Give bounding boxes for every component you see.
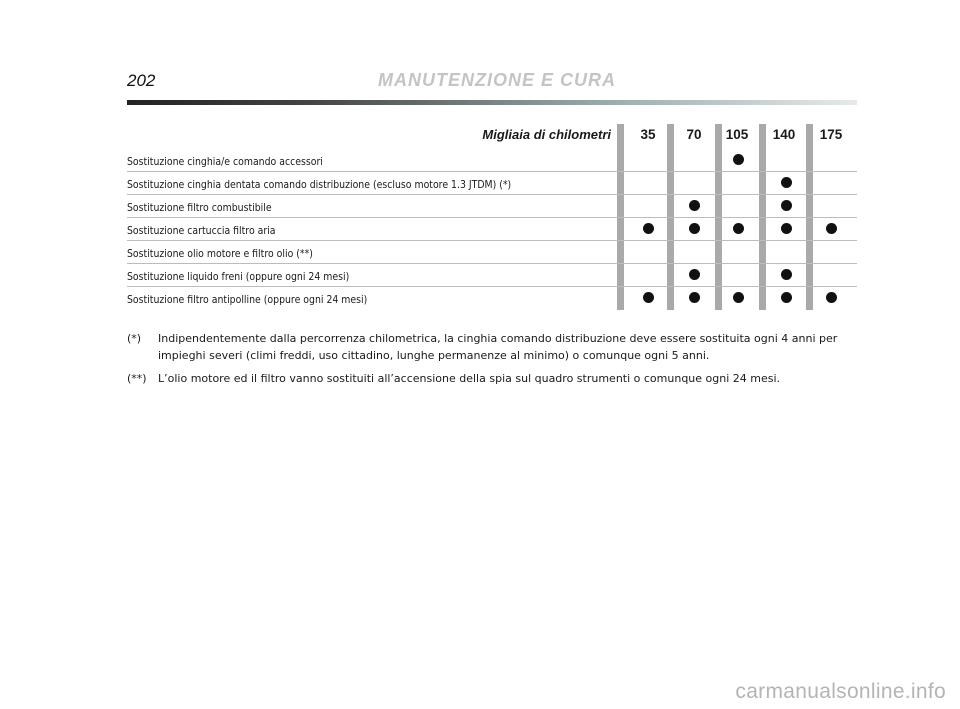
km-105: 105 <box>725 127 749 142</box>
table-row <box>127 173 857 195</box>
table-row <box>127 288 857 310</box>
maintenance-dot <box>733 154 744 165</box>
row-divider <box>127 217 857 218</box>
footnote <box>127 370 857 387</box>
footnote-marker: (*) <box>127 332 142 345</box>
maintenance-dot <box>643 223 654 234</box>
km-70: 70 <box>686 127 702 142</box>
table-row <box>127 196 857 218</box>
footnote-marker: (**) <box>127 372 147 385</box>
row-label: Sostituzione liquido freni (oppure ogni 24 mesi) <box>127 270 350 283</box>
maintenance-dot <box>643 292 654 303</box>
maintenance-dot <box>689 292 700 303</box>
maintenance-dot <box>826 292 837 303</box>
row-label: Sostituzione olio motore e filtro olio (**) <box>127 247 313 260</box>
maintenance-dot <box>826 223 837 234</box>
header-rule <box>127 100 857 105</box>
row-label: Sostituzione cartuccia filtro aria <box>127 224 276 237</box>
row-label: Sostituzione filtro combustibile <box>127 201 272 214</box>
footnote-text: Indipendentemente dalla percorrenza chilometrica, la cinghia comando distribuzione deve essere sostituita ogni 4 anni per impieghi severi (climi freddi, uso cittadino, lunghe permanenze al minimo) o comunque ogni 5 anni. <box>158 332 838 362</box>
maintenance-dot <box>733 223 744 234</box>
table-row <box>127 219 857 241</box>
row-label: Sostituzione cinghia dentata comando distribuzione (escluso motore 1.3 JTDM) (*) <box>127 178 512 191</box>
table-row <box>127 265 857 287</box>
row-divider <box>127 171 857 172</box>
maintenance-dot <box>781 223 792 234</box>
footnotes <box>127 330 857 393</box>
maintenance-dot <box>781 292 792 303</box>
maintenance-table <box>127 124 857 310</box>
km-35: 35 <box>640 127 656 142</box>
maintenance-dot <box>781 200 792 211</box>
watermark-text: carmanualsonline.info <box>735 680 946 703</box>
table-row <box>127 150 857 172</box>
row-label: Sostituzione filtro antipolline (oppure ogni 24 mesi) <box>127 293 368 306</box>
maintenance-dot <box>689 200 700 211</box>
chapter-title: MANUTENZIONE E CURA <box>378 70 616 90</box>
maintenance-dot <box>733 292 744 303</box>
table-row <box>127 242 857 264</box>
maintenance-dot <box>689 269 700 280</box>
footnote <box>127 330 857 364</box>
km-175: 175 <box>819 127 843 142</box>
km-140: 140 <box>772 127 796 142</box>
page-number: 202 <box>127 71 156 90</box>
maintenance-dot <box>781 177 792 188</box>
maintenance-dot <box>689 223 700 234</box>
row-divider <box>127 240 857 241</box>
km-header-label: Migliaia di chilometri <box>482 127 611 142</box>
row-label: Sostituzione cinghia/e comando accessori <box>127 155 323 168</box>
row-divider <box>127 263 857 264</box>
row-divider <box>127 286 857 287</box>
row-divider <box>127 194 857 195</box>
maintenance-dot <box>781 269 792 280</box>
footnote-text: L’olio motore ed il filtro vanno sostituiti all’accensione della spia sul quadro strumenti o comunque ogni 24 mesi. <box>158 372 781 385</box>
